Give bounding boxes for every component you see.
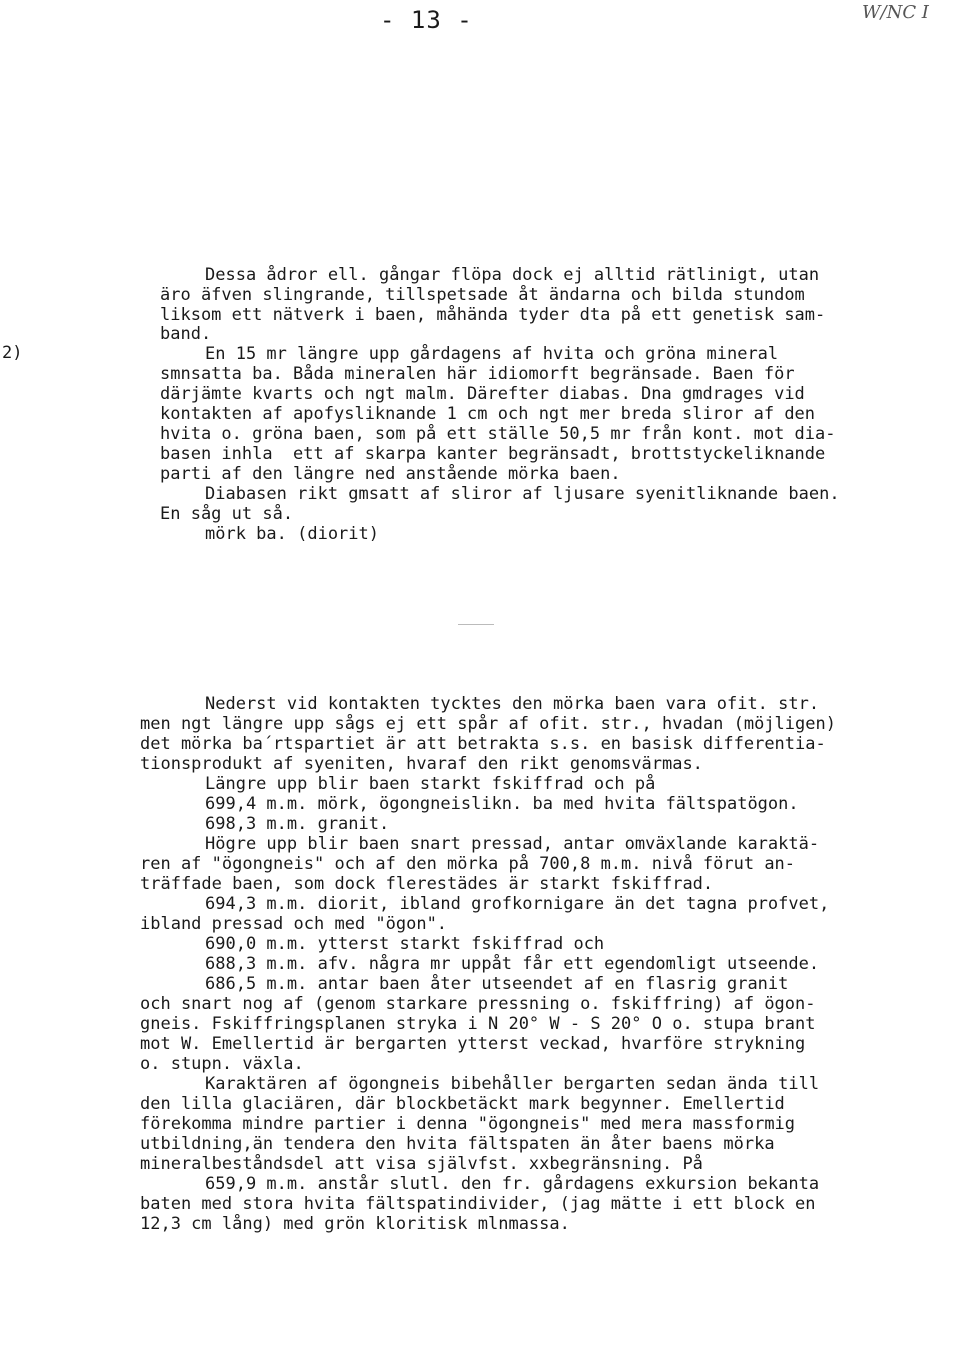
text-line: baten med stora hvita fältspatindivider, (jag mätte i ett block en: [140, 1194, 816, 1214]
text-line: liksom ett nätverk i baen, måhända tyder dta på ett genetisk sam-: [160, 305, 826, 325]
text-line: Diabasen rikt gmsatt af sliror af ljusare syenitliknande baen.: [205, 484, 840, 504]
corner-note: W/NC I: [862, 2, 929, 23]
text-line: den lilla glaciären, där blockbetäckt mark begynner. Emellertid: [140, 1094, 785, 1114]
text-line: förekomma mindre partier i denna "ögongneis" med mera massformig: [140, 1114, 796, 1134]
text-line: därjämte kvarts och ngt malm. Därefter diabas. Dna gmdrages vid: [160, 384, 805, 404]
text-line: hvita o. gröna baen, som på ett ställe 50,5 mr från kont. mot dia-: [160, 424, 836, 444]
text-line: ibland pressad och med "ögon".: [140, 914, 448, 934]
text-line: Högre upp blir baen snart pressad, antar omväxlande karaktä-: [205, 834, 820, 854]
text-line: äro äfven slingrande, tillspetsade åt ändarna och bilda stundom: [160, 285, 805, 305]
text-line: En såg ut så.: [160, 504, 294, 524]
faint-divider: [458, 624, 494, 625]
text-line: 688,3 m.m. afv. några mr uppåt får ett egendomligt utseende.: [205, 954, 820, 974]
text-line: En 15 mr längre upp gårdagens af hvita och gröna mineral: [205, 344, 779, 364]
text-line: mineralbeståndsdel att visa självfst. xxbegränsning. På: [140, 1154, 703, 1174]
text-line: Nederst vid kontakten tycktes den mörka baen vara ofit. str.: [205, 694, 820, 714]
text-line: parti af den längre ned anstående mörka baen.: [160, 464, 621, 484]
text-line: kontakten af apofysliknande 1 cm och ngt mer breda sliror af den: [160, 404, 816, 424]
text-line: smnsatta ba. Båda mineralen här idiomorft begränsade. Baen för: [160, 364, 795, 384]
text-line: 694,3 m.m. diorit, ibland grofkornigare än det tagna profvet,: [205, 894, 830, 914]
page-number: - 13 -: [380, 6, 473, 34]
text-line: Längre upp blir baen starkt fskiffrad och på: [205, 774, 656, 794]
text-line: 659,9 m.m. anstår slutl. den fr. gårdagens exkursion bekanta: [205, 1174, 820, 1194]
text-line: mörk ba. (diorit): [205, 524, 379, 544]
text-line: mot W. Emellertid är bergarten ytterst veckad, hvarföre strykning: [140, 1034, 806, 1054]
text-line: Dessa ådror ell. gångar flöpa dock ej alltid rätlinigt, utan: [205, 265, 820, 285]
text-line: 686,5 m.m. antar baen åter utseendet af en flasrig granit: [205, 974, 789, 994]
text-line: men ngt längre upp sågs ej ett spår af ofit. str., hvadan (möjligen): [140, 714, 836, 734]
text-line: band.: [160, 324, 212, 344]
text-line: 698,3 m.m. granit.: [205, 814, 390, 834]
text-line: gneis. Fskiffringsplanen stryka i N 20° W - S 20° O o. stupa brant: [140, 1014, 816, 1034]
text-line: det mörka ba´rtspartiet är att betrakta s.s. en basisk differentia-: [140, 734, 826, 754]
text-line: träffade baen, som dock flerestädes är starkt fskiffrad.: [140, 874, 714, 894]
text-line: 12,3 cm lång) med grön kloritisk mlnmassa.: [140, 1214, 570, 1234]
text-line: 690,0 m.m. ytterst starkt fskiffrad och: [205, 934, 605, 954]
text-line: o. stupn. växla.: [140, 1054, 304, 1074]
text-line: basen inhla ett af skarpa kanter begränsadt, brottstyckeliknande: [160, 444, 826, 464]
text-line: tionsprodukt af syeniten, hvaraf den rikt genomsvärmas.: [140, 754, 703, 774]
text-line: Karaktären af ögongneis bibehåller bergarten sedan ända till: [205, 1074, 820, 1094]
text-line: och snart nog af (genom starkare pressning o. fskiffring) af ögon-: [140, 994, 816, 1014]
margin-note: 2): [2, 343, 23, 363]
text-line: utbildning,än tendera den hvita fältspaten än åter baens mörka: [140, 1134, 775, 1154]
text-line: 699,4 m.m. mörk, ögongneislikn. ba med hvita fältspatögon.: [205, 794, 799, 814]
text-line: ren af "ögongneis" och af den mörka på 700,8 m.m. nivå förut an-: [140, 854, 796, 874]
